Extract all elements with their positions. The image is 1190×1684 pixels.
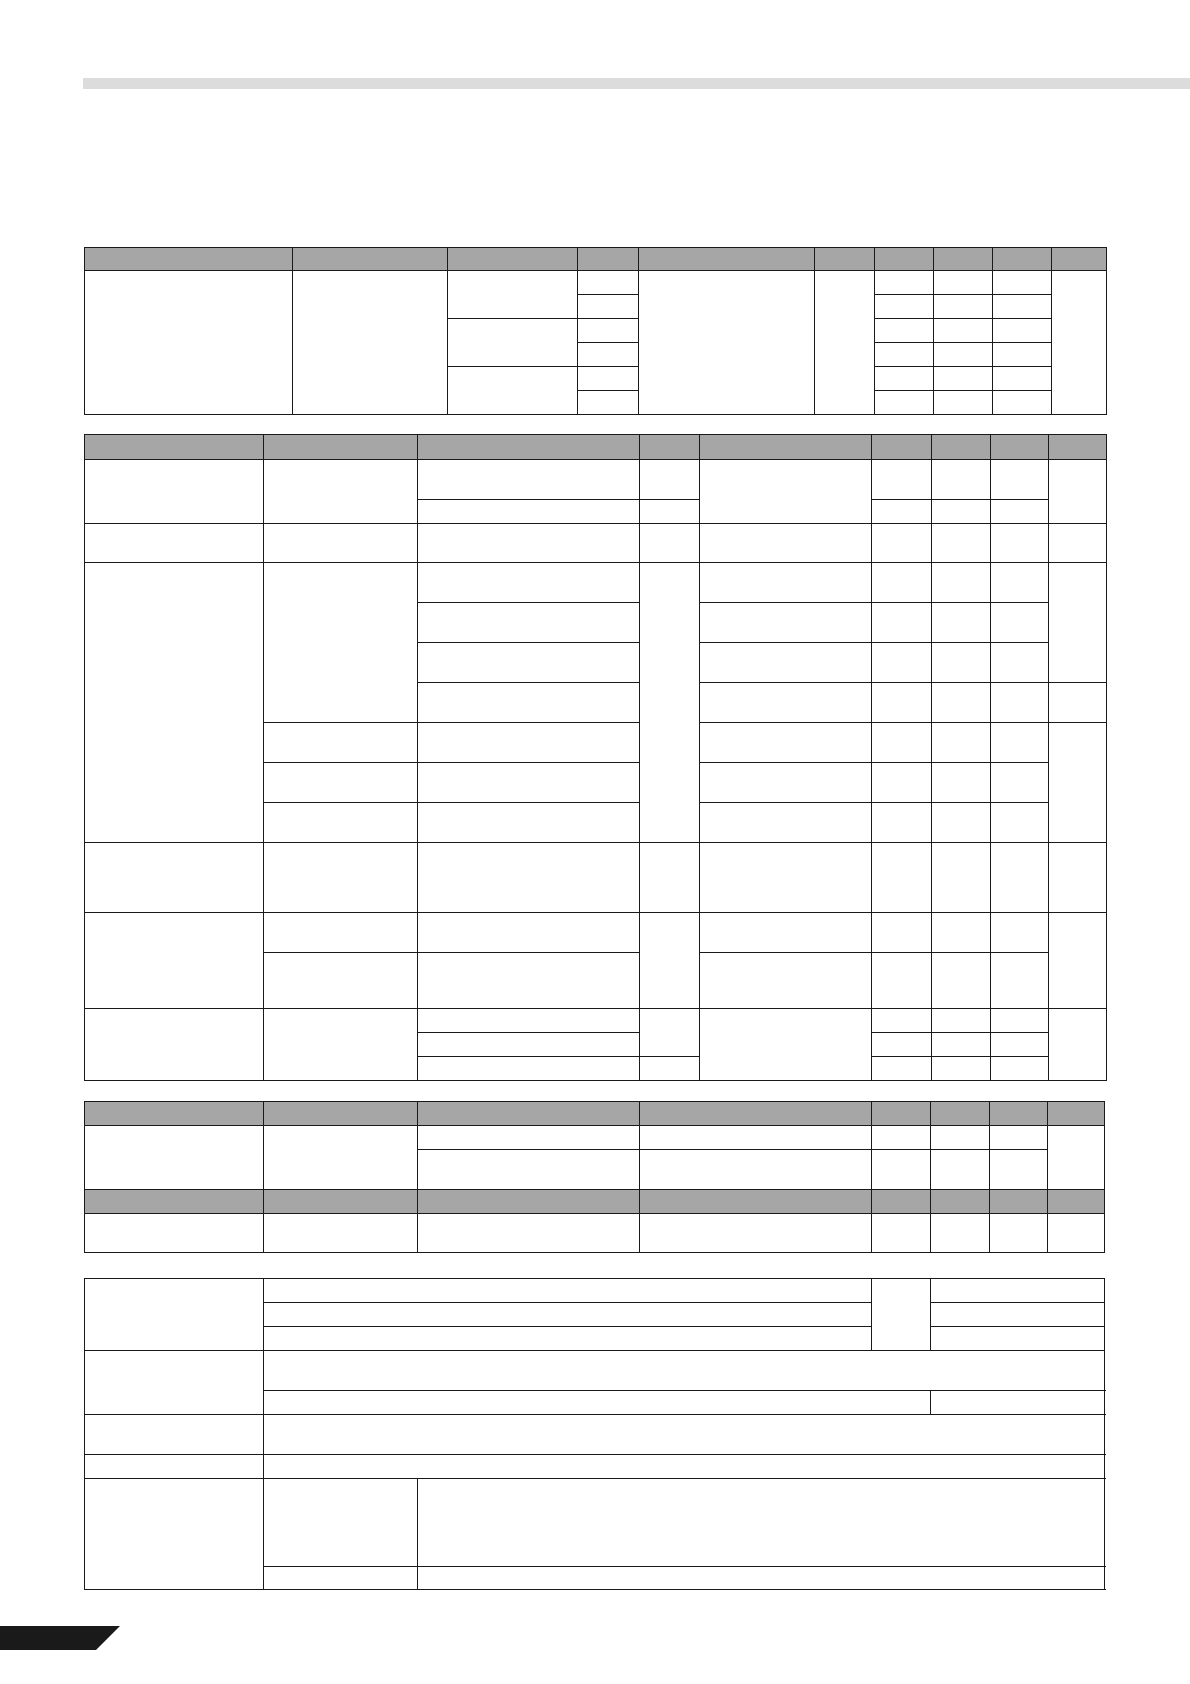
table-cell	[700, 723, 872, 763]
table-cell	[85, 1455, 264, 1479]
table-cell	[1052, 271, 1107, 415]
table-cell	[1049, 913, 1107, 1009]
table-cell	[991, 953, 1049, 1009]
header-cell	[991, 435, 1049, 460]
table-cell	[931, 1303, 1105, 1327]
table-cell	[991, 843, 1049, 913]
table-header-row	[85, 435, 1107, 460]
table-cell	[700, 524, 872, 563]
table-cell	[418, 953, 640, 1009]
table-cell	[875, 295, 934, 319]
header-cell	[264, 1102, 418, 1126]
header-cell	[448, 248, 578, 271]
table-cell	[85, 1415, 264, 1455]
table-cell	[932, 803, 991, 843]
table-cell	[264, 524, 418, 563]
table-cell	[700, 763, 872, 803]
table-cell	[931, 1391, 1105, 1415]
table-cell	[418, 500, 640, 524]
table-cell	[875, 343, 934, 367]
header-cell	[640, 1190, 872, 1214]
table-cell	[578, 319, 639, 343]
table-cell	[293, 271, 448, 415]
table-cell	[640, 1214, 872, 1253]
table-cell	[872, 953, 932, 1009]
table-row	[85, 460, 1107, 500]
table-header-row	[85, 248, 1107, 271]
table-cell	[418, 1009, 640, 1033]
header-cell	[640, 435, 700, 460]
table-cell	[418, 683, 640, 723]
table-cell	[872, 683, 932, 723]
table-cell	[418, 524, 640, 563]
header-cell	[85, 1102, 264, 1126]
table-cell	[934, 319, 993, 343]
table-cell	[700, 460, 872, 524]
table-row	[85, 1279, 1105, 1303]
table-cell	[264, 1303, 872, 1327]
table-cell	[932, 763, 991, 803]
header-cell	[1048, 1190, 1105, 1214]
table-cell	[264, 1327, 872, 1351]
table-cell	[448, 367, 578, 415]
table-cell	[418, 913, 640, 953]
table-cell	[700, 683, 872, 723]
header-cell	[293, 248, 448, 271]
table-cell	[993, 367, 1052, 391]
page-tab	[0, 1626, 120, 1650]
table-cell	[1049, 563, 1107, 683]
header-cell	[418, 1102, 640, 1126]
table-cell	[993, 319, 1052, 343]
table-cell	[264, 723, 418, 763]
table-cell	[931, 1327, 1105, 1351]
table-cell	[640, 1009, 700, 1057]
table-cell	[640, 913, 700, 1009]
table-cell	[932, 1057, 991, 1081]
table-cell	[815, 271, 875, 415]
table-cell	[991, 1033, 1049, 1057]
table-cell	[872, 460, 932, 500]
header-cell	[85, 435, 264, 460]
table-cell	[872, 603, 932, 643]
table-cell	[640, 1150, 872, 1190]
table-cell	[931, 1126, 990, 1150]
table-cell	[931, 1214, 990, 1253]
table-cell	[700, 563, 872, 603]
spec-table-1	[84, 247, 1107, 415]
table-row	[85, 563, 1107, 603]
header-cell	[418, 435, 640, 460]
table-cell	[932, 843, 991, 913]
table-row	[85, 843, 1107, 913]
table-cell	[85, 460, 264, 524]
table-cell	[85, 1351, 264, 1415]
spec-table-4	[84, 1278, 1105, 1590]
table-header-row	[85, 1102, 1105, 1126]
table-cell	[934, 391, 993, 415]
table-cell	[993, 271, 1052, 295]
table-cell	[932, 953, 991, 1009]
table-cell	[264, 1126, 418, 1190]
table-cell	[932, 913, 991, 953]
table-cell	[264, 843, 418, 913]
header-cell	[872, 1102, 931, 1126]
table-cell	[872, 803, 932, 843]
header-cell	[640, 1102, 872, 1126]
table-cell	[264, 1479, 418, 1567]
table-cell	[85, 1479, 264, 1590]
table-cell	[991, 683, 1049, 723]
table-cell	[85, 843, 264, 913]
table-cell	[990, 1214, 1048, 1253]
spec-table-2	[84, 434, 1107, 1081]
header-cell	[931, 1190, 990, 1214]
table-row	[85, 1351, 1105, 1391]
table-cell	[1049, 683, 1107, 723]
table-cell	[578, 391, 639, 415]
table-cell	[931, 1150, 990, 1190]
header-cell	[815, 248, 875, 271]
table-cell	[418, 1150, 640, 1190]
table-cell	[875, 319, 934, 343]
table-cell	[991, 1009, 1049, 1033]
table-cell	[993, 295, 1052, 319]
table-cell	[264, 1279, 872, 1303]
table-cell	[990, 1150, 1048, 1190]
table-cell	[640, 563, 700, 843]
table-cell	[264, 1214, 418, 1253]
table-cell	[700, 803, 872, 843]
table-cell	[578, 271, 639, 295]
table-cell	[1049, 843, 1107, 913]
table-cell	[932, 460, 991, 500]
table-cell	[85, 1126, 264, 1190]
header-cell	[700, 435, 872, 460]
table-cell	[640, 1057, 700, 1081]
table-cell	[932, 524, 991, 563]
table-cell	[875, 391, 934, 415]
table-cell	[418, 803, 640, 843]
table-cell	[85, 563, 264, 843]
header-cell	[639, 248, 815, 271]
table-cell	[991, 723, 1049, 763]
header-cell	[578, 248, 639, 271]
table-cell	[640, 524, 700, 563]
table-cell	[990, 1126, 1048, 1150]
table-row	[85, 1009, 1107, 1033]
table-cell	[264, 563, 418, 723]
table-cell	[264, 1351, 1105, 1391]
table-cell	[640, 1126, 872, 1150]
table-cell	[932, 723, 991, 763]
table-cell	[640, 500, 700, 524]
table-cell	[418, 763, 640, 803]
table-cell	[418, 1479, 1105, 1567]
table-cell	[932, 563, 991, 603]
table-cell	[1049, 1009, 1107, 1081]
table-cell	[264, 913, 418, 953]
header-cell	[872, 435, 932, 460]
table-cell	[448, 271, 578, 319]
table-cell	[991, 913, 1049, 953]
table-cell	[991, 603, 1049, 643]
table-cell	[875, 367, 934, 391]
table-cell	[264, 1455, 1105, 1479]
table-cell	[991, 524, 1049, 563]
table-cell	[872, 1279, 931, 1351]
header-cell	[85, 248, 293, 271]
table-cell	[418, 603, 640, 643]
table-cell	[1048, 1214, 1105, 1253]
table-cell	[85, 1009, 264, 1081]
table-cell	[264, 1391, 931, 1415]
table-cell	[932, 1033, 991, 1057]
table-row	[85, 1214, 1105, 1253]
table-cell	[700, 843, 872, 913]
header-cell	[931, 1102, 990, 1126]
table-cell	[932, 1009, 991, 1033]
table-cell	[872, 763, 932, 803]
table-cell	[264, 1567, 418, 1590]
table-header-row	[85, 1190, 1105, 1214]
table-cell	[872, 500, 932, 524]
table-cell	[872, 1150, 931, 1190]
table-cell	[418, 843, 640, 913]
table-row	[85, 1126, 1105, 1150]
table-cell	[418, 563, 640, 603]
table-cell	[578, 295, 639, 319]
table-row	[85, 271, 1107, 295]
header-cell	[418, 1190, 640, 1214]
table-cell	[85, 913, 264, 1009]
table-cell	[640, 843, 700, 913]
table-cell	[932, 603, 991, 643]
table-cell	[872, 1009, 932, 1033]
table-cell	[872, 1126, 931, 1150]
table-row	[85, 1479, 1105, 1567]
table-cell	[932, 683, 991, 723]
table-cell	[640, 460, 700, 500]
table-row	[85, 1455, 1105, 1479]
table-cell	[578, 367, 639, 391]
table-cell	[85, 271, 293, 415]
table-cell	[1049, 524, 1107, 563]
table-cell	[872, 1057, 932, 1081]
table-cell	[872, 643, 932, 683]
table-cell	[448, 319, 578, 367]
table-cell	[872, 723, 932, 763]
table-cell	[991, 763, 1049, 803]
table-cell	[1049, 723, 1107, 843]
table-cell	[264, 1415, 1105, 1455]
header-cell	[264, 1190, 418, 1214]
table-cell	[932, 643, 991, 683]
table-cell	[578, 343, 639, 367]
table-cell	[418, 1567, 1105, 1590]
header-cell	[872, 1190, 931, 1214]
table-cell	[700, 643, 872, 683]
table-cell	[418, 460, 640, 500]
table-cell	[700, 913, 872, 953]
header-cell	[990, 1190, 1048, 1214]
table-cell	[991, 643, 1049, 683]
header-cell	[990, 1102, 1048, 1126]
table-cell	[872, 1033, 932, 1057]
spec-table-3	[84, 1101, 1105, 1253]
header-cell	[85, 1190, 264, 1214]
table-cell	[700, 603, 872, 643]
table-cell	[264, 953, 418, 1009]
table-cell	[931, 1279, 1105, 1303]
table-cell	[1049, 460, 1107, 524]
header-cell	[1048, 1102, 1105, 1126]
table-cell	[1048, 1126, 1105, 1190]
table-cell	[934, 295, 993, 319]
header-cell	[875, 248, 934, 271]
table-cell	[993, 343, 1052, 367]
table-cell	[872, 1214, 931, 1253]
table-cell	[418, 643, 640, 683]
table-cell	[991, 563, 1049, 603]
table-cell	[85, 1279, 264, 1351]
table-cell	[264, 1009, 418, 1081]
table-cell	[639, 271, 815, 415]
table-cell	[993, 391, 1052, 415]
table-row	[85, 1415, 1105, 1455]
header-bar	[83, 78, 1190, 89]
table-cell	[264, 803, 418, 843]
table-cell	[872, 913, 932, 953]
table-cell	[991, 1057, 1049, 1081]
header-cell	[934, 248, 993, 271]
table-cell	[934, 367, 993, 391]
table-cell	[872, 843, 932, 913]
table-cell	[264, 460, 418, 524]
table-cell	[418, 723, 640, 763]
table-cell	[875, 271, 934, 295]
table-cell	[991, 460, 1049, 500]
table-cell	[872, 563, 932, 603]
table-cell	[934, 271, 993, 295]
table-cell	[932, 500, 991, 524]
header-cell	[932, 435, 991, 460]
table-cell	[934, 343, 993, 367]
table-cell	[872, 524, 932, 563]
header-cell	[993, 248, 1052, 271]
table-cell	[418, 1057, 640, 1081]
table-cell	[85, 1214, 264, 1253]
table-cell	[418, 1033, 640, 1057]
table-cell	[418, 1214, 640, 1253]
table-row	[85, 913, 1107, 953]
table-cell	[700, 953, 872, 1009]
table-cell	[991, 500, 1049, 524]
table-cell	[85, 524, 264, 563]
header-cell	[1049, 435, 1107, 460]
table-row	[85, 524, 1107, 563]
table-cell	[700, 1009, 872, 1081]
table-cell	[418, 1126, 640, 1150]
header-cell	[264, 435, 418, 460]
header-cell	[1052, 248, 1107, 271]
table-cell	[991, 803, 1049, 843]
table-cell	[264, 763, 418, 803]
